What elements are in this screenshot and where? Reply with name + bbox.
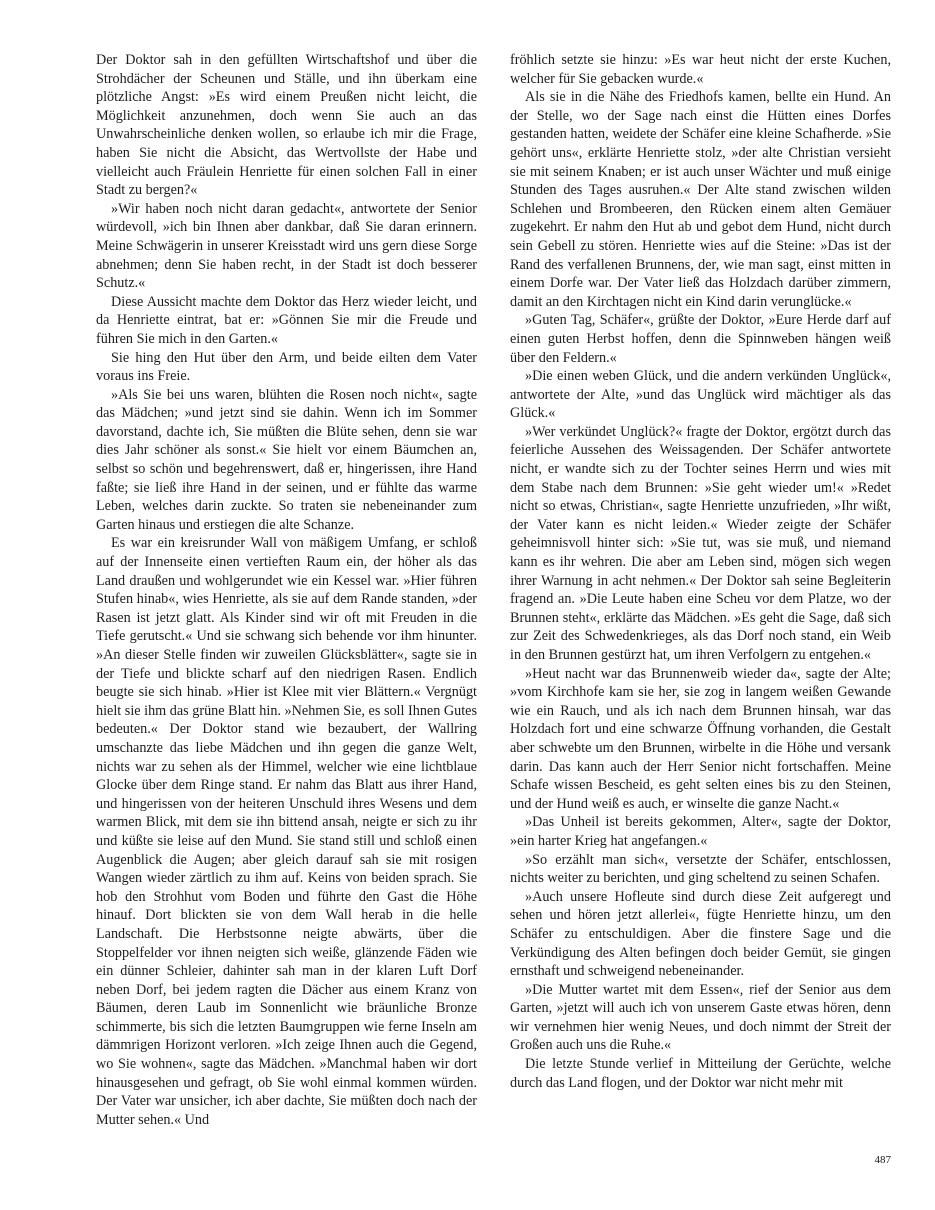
right-column	[510, 51, 891, 1092]
left-column	[96, 51, 477, 1129]
paragraph: Es war ein kreisrunder Wall von mäßigem Umfang, er schloß auf der Innenseite einen vertieften Raum ein, der höher als das Land draußen und wohlgerundet wie ein Kessel war. »Hier führen Stufen hinab«, wies Henriette, als sie auf dem Rande standen, »der Rasen ist jetzt glatt. Als Kinder sind wir oft mit Freuden in die Tiefe gerutscht.« Und sie schwang sich behende vor ihm hinunter. »An dieser Stelle finden wir zuweilen Glücksblätter«, sagte sie in der Tiefe und blickte scharf auf den niedrigen Rasen. Endlich beugte sie sich hinab. »Hier ist Klee mit vier Blättern.« Vergnügt hielt sie ihm das grüne Blatt hin. »Nehmen Sie, es soll Ihnen Gutes bedeuten.« Der Doktor stand wie bezaubert, der Wallring umschanzte das liebe Mädchen und ihn gegen die ganze Welt, nichts war zu sehen als der Himmel, welcher wie eine lichtblaue Glocke über dem Ringe stand. Er nahm das Blatt aus ihrer Hand, und hingerissen von der heiteren Unschuld ihres Wesens und dem warmen Blick, mit dem sie ihn bittend ansah, neigte er sich zu ihr und küßte sie leise auf den Mund. Sie stand still und schloß einen Augenblick die Augen; aber gleich darauf sah sie mit rosigen Wangen wieder zärtlich zu ihm auf. Keins von beiden sprach. Sie hob den Strohhut vom Boden und führte den Gast die Höhe hinauf. Dort blickten sie von dem Wall herab in die helle Landschaft. Die Herbstsonne neigte abwärts, über die Stoppelfelder vor ihnen neigten sich weiße, glänzende Fäden wie ein dünner Schleier, dahinter sah man in der klaren Luft Dorf neben Dorf, bei jedem ragten die Dächer aus einem Kranz von Bäumen, deren Laub im Sonnenlicht wie bräunliche Bronze schimmerte, bis sich die letzten Baumgruppen wie ferne Inseln am dämmrigen Horizont verloren. »Ich zeige Ihnen auch die Gegend, wo Sie wohnen«, sagte das Mädchen. »Manchmal haben wir dort hinausgesehen und gefragt, ob Sie wohl einmal kommen würden. Der Vater war unsicher, ich aber dachte, Sie müßten doch nach der Mutter sehen.« Und	[96, 535, 477, 1128]
paragraph: »Wir haben noch nicht daran gedacht«, antwortete der Senior würdevoll, »ich bin Ihnen aber dankbar, daß Sie daran erinnern. Meine Schwägerin in unserer Kreisstadt wird uns gern diese Sorge abnehmen; denn Sie haben recht, in der Stadt ist doch besserer Schutz.«	[96, 200, 477, 292]
page-number: 487	[874, 1154, 891, 1166]
paragraph: Der Doktor sah in den gefüllten Wirtschaftshof und über die Strohdächer der Scheunen und Ställe, und ihn überkam eine plötzliche Angst: »Es wird einem Preußen nicht leicht, die Möglichkeit anzunehmen, doch wenn Sie auch an das Unwahrscheinliche denken wollen, so erlaube ich mir die Frage, haben Sie nicht die Absicht, das Wertvollste der Habe und vielleicht auch Fräulein Henriette für einen solchen Fall in einer Stadt zu bergen?«	[96, 52, 477, 199]
paragraph: Die letzte Stunde verlief in Mitteilung der Gerüchte, welche durch das Land flogen, und der Doktor war nicht mehr mit	[510, 1056, 891, 1091]
paragraph: Sie hing den Hut über den Arm, und beide eilten dem Vater voraus ins Freie.	[96, 349, 477, 385]
paragraph: »Als Sie bei uns waren, blühten die Rosen noch nicht«, sagte das Mädchen; »und jetzt sind sie dahin. Wenn ich im Sommer davorstand, dachte ich, Sie müßten die Blüte sehen, denn sie war dies Jahr schöner als sonst.« Sie hielt vor einem Bäumchen an, selbst so schön und begehrenswert, daß er, hingerissen, ihre Hand faßte; sie ließ ihre Hand in der seinen, und er fühlte das warme Leben, welches darin zuckte. So traten sie nebeneinander zum Garten hinaus und erstiegen die alte Schanze.	[96, 386, 477, 533]
paragraph: »Die Mutter wartet mit dem Essen«, rief der Senior aus dem Garten, »jetzt will auch ich von unserem Gaste etwas hören, denn wir vernehmen hier wenig Neues, und doch nimmt der Streit der Großen auch uns die Ruhe.«	[510, 981, 891, 1054]
paragraph: Diese Aussicht machte dem Doktor das Herz wieder leicht, und da Henriette eintrat, bat er: »Gönnen Sie mir die Freude und führen Sie mich in den Garten.«	[96, 293, 477, 347]
paragraph: »Wer verkündet Unglück?« fragte der Doktor, ergötzt durch das feierliche Aussehen des Weissagenden. Der Schäfer antwortete nicht, er wandte sich zu der Tochter seines Herrn und wies mit dem Stabe nach dem Brunnen: »Sie geht wieder um!« »Redet nicht so etwas, Christian«, sagte Henriette unzufrieden, »Ihr wißt, der Vater kann es nicht leiden.« Wieder zeigte der Schäfer geheimnisvoll hinter sich: »Sie tut, was sie muß, und niemand kann es ihr wehren. Die aber am Leben sind, mögen sich wegen ihrer Warnung in acht nehmen.« Der Doktor sah seine Begleiterin fragend an. »Die Leute haben eine Scheu vor dem Platze, wo der Brunnen steht«, erklärte das Mädchen. »Es geht die Sage, daß sich zur Zeit des Schwedenkrieges, als das Dorf noch stand, ein Weib in den Brunnen gestürzt hat, um ihren Verfolgern zu entgehen.«	[510, 423, 891, 663]
paragraph: »Guten Tag, Schäfer«, grüßte der Doktor, »Eure Herde darf auf einen guten Herbst hoffen, denn die Spinnweben hängen weiß über den Feldern.«	[510, 312, 891, 366]
paragraph: fröhlich setzte sie hinzu: »Es war heut nicht der erste Kuchen, welcher für Sie gebacken wurde.«	[510, 52, 891, 87]
paragraph: »Heut nacht war das Brunnenweib wieder da«, sagte der Alte; »vom Kirchhofe kam sie her, sie zog in langem weißen Gewande wie ein Rauch, und als ich nach dem Brunnen hinsah, war das Holzdach fort und eine schwarze Öffnung vorhanden, die Gestalt aber schwebte um den Brunnen, wirbelte in die Höhe und versank darin. Das kann auch der Herr Senior nicht fortschaffen. Meine Schafe wissen Bescheid, es geht selten eines bis zu den Steinen, und der Hund weiß es auch, er winselte die ganze Nacht.«	[510, 665, 891, 812]
paragraph: »So erzählt man sich«, versetzte der Schäfer, entschlossen, nichts weiter zu berichten, und ging scheltend zu seinen Schafen.	[510, 851, 891, 887]
paragraph: »Das Unheil ist bereits gekommen, Alter«, sagte der Doktor, »ein harter Krieg hat angefangen.«	[510, 814, 891, 849]
paragraph: »Die einen weben Glück, und die andern verkünden Unglück«, antwortete der Alte, »und das Unglück wird mächtiger als das Glück.«	[510, 368, 891, 422]
paragraph: Als sie in die Nähe des Friedhofs kamen, bellte ein Hund. An der Stelle, wo der Sage nach einst die Hütten eines Dorfes gestanden hatten, weidete der Schäfer eine kleine Schafherde. »Sie gehört uns«, erklärte Henriette stolz, »der alte Christian versieht sie mit seinem Knaben; er ist auch unser Wächter und muß einige Stunden des Tages ausruhen.« Der Alte stand zwischen wilden Schlehen und Brombeeren, den Rücken einem alten Gemäuer zugekehrt. Er nahm den Hut ab und gebot dem Hund, nicht durch sein Gebell zu stören. Henriette wies auf die Steine: »Das ist der Rand des verfallenen Brunnens, der, wie man sagt, einst mitten in einem Dorfe war. Der Vater ließ das Holzdach darüber zimmern, damit an den Kirchtagen nicht ein Kind darin verunglücke.«	[510, 89, 891, 310]
paragraph: »Auch unsere Hofleute sind durch diese Zeit aufgeregt und sehen und hören jetzt allerlei«, fügte Henriette hinzu, um den Schäfer zu entschuldigen. Aber die finstere Sage und die Verkündigung des Alten befingen doch beider Gemüt, sie gingen ernsthaft und schweigend nebeneinander.	[510, 888, 891, 980]
